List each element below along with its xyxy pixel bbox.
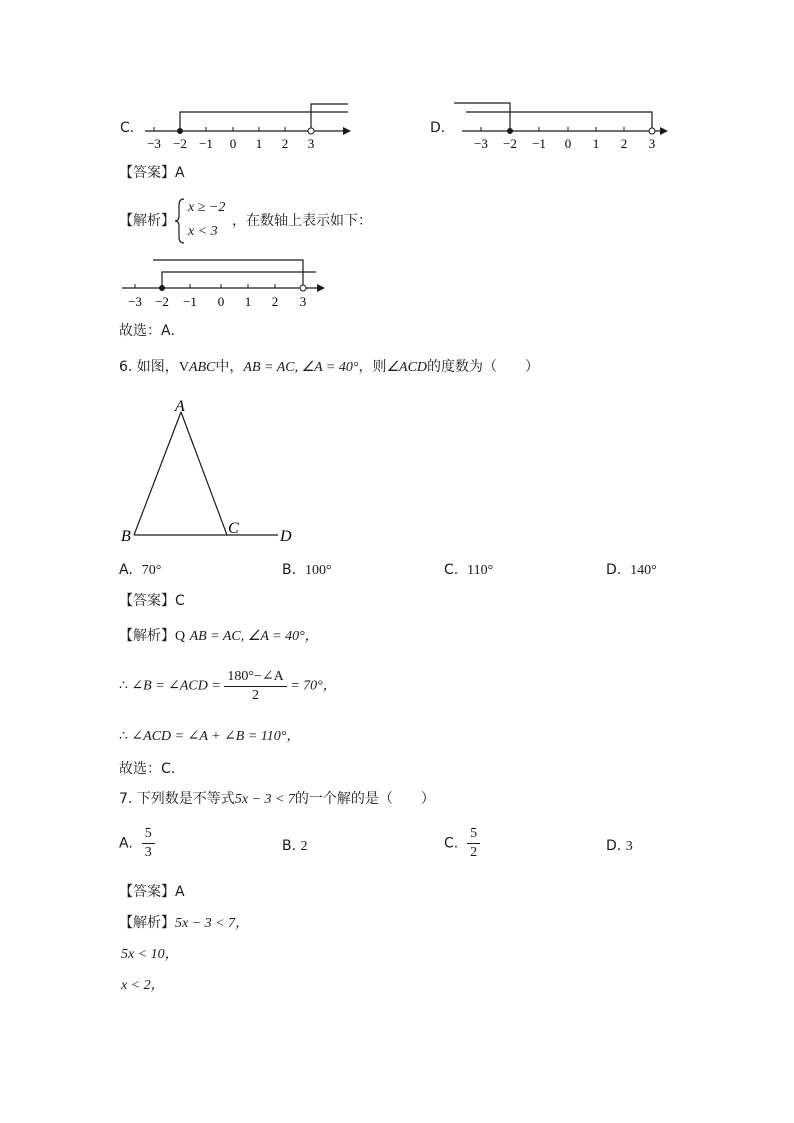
- axis-tick-label: −3: [474, 136, 488, 151]
- q6-triangle-figure: [118, 395, 303, 550]
- fraction: [142, 825, 155, 862]
- option-label: A.: [119, 562, 133, 578]
- q5-option-c-number-line: [140, 98, 355, 156]
- q6-option-c: [444, 561, 493, 580]
- q7-stem-suffix: 的一个解的是（ ）: [294, 791, 435, 807]
- triangle-symbol: V: [178, 360, 189, 375]
- system-line-1: x ≥ −2: [188, 200, 226, 215]
- q7-stem-prefix: 7. 下列数是不等式: [119, 791, 235, 807]
- system-line-2: x < 3: [188, 224, 218, 239]
- analysis-expression-right: = 70°，: [290, 678, 337, 694]
- vertex-label-d: D: [280, 528, 292, 545]
- fraction-numerator: 5: [142, 825, 155, 844]
- axis-tick-label: 1: [255, 136, 263, 151]
- q5-option-d-label: D.: [430, 120, 446, 136]
- analysis-tag: 【解析】: [119, 628, 175, 644]
- axis-tick-label: 3: [307, 136, 315, 151]
- q6-option-d: [606, 561, 657, 580]
- q7-option-b: [282, 837, 308, 856]
- option-value: 70°: [141, 563, 162, 578]
- axis-tick-label: −3: [147, 136, 161, 151]
- q7-analysis-line-1: [119, 914, 249, 933]
- q7-analysis-line-3: x < 2，: [121, 978, 165, 993]
- option-label: D.: [606, 562, 622, 578]
- q6-analysis-line-3: [119, 728, 300, 746]
- q6-option-a: [119, 561, 161, 580]
- axis-tick-label: 1: [244, 294, 252, 309]
- analysis-expression: AB = AC, ∠A = 40°，: [189, 629, 319, 644]
- q6-stem-suffix: 的度数为（ ）: [427, 359, 540, 375]
- q6-analysis-line-1: [119, 627, 319, 646]
- analysis-expression-left: ∠B = ∠ACD =: [131, 678, 221, 694]
- fraction: [467, 825, 480, 862]
- option-value: 2: [300, 839, 308, 854]
- q6-conclusion: 故选：C．: [119, 761, 185, 777]
- q6-stem-angle: ∠ACD: [386, 360, 428, 375]
- answer-tag: 【答案】: [119, 165, 175, 181]
- analysis-tag: 【解析】: [119, 915, 175, 931]
- q6-stem: [119, 358, 539, 377]
- answer-value: A: [175, 884, 185, 900]
- fraction-numerator: 180°−∠A: [224, 668, 286, 687]
- q6-stem-prefix: 6. 如图，: [119, 359, 179, 375]
- q7-option-a: [119, 825, 155, 862]
- option-label: B.: [282, 838, 297, 854]
- q6-analysis-line-2: [119, 668, 337, 705]
- axis-tick-label: −2: [503, 136, 517, 151]
- q5-analysis-tag: 【解析】: [119, 213, 175, 229]
- q6-option-b: [282, 561, 332, 580]
- option-label: D.: [606, 838, 622, 854]
- axis-tick-label: 3: [299, 294, 307, 309]
- fraction-denominator: 2: [470, 845, 478, 860]
- axis-tick-label: −3: [128, 294, 142, 309]
- vertex-label-c: C: [228, 520, 239, 537]
- axis-tick-label: −1: [183, 294, 197, 309]
- answer-tag: 【答案】: [119, 593, 175, 609]
- vertex-label-b: B: [121, 528, 131, 545]
- option-value: 140°: [630, 563, 657, 578]
- option-value: 3: [625, 839, 633, 854]
- analysis-expression: ∠ACD = ∠A + ∠B = 110°，: [131, 729, 301, 744]
- axis-tick-label: 1: [592, 136, 600, 151]
- option-label: A.: [119, 835, 133, 852]
- q7-answer: [119, 883, 185, 901]
- answer-tag: 【答案】: [119, 884, 175, 900]
- option-label: B.: [282, 562, 297, 578]
- analysis-expression: 5x − 3 < 7，: [175, 916, 250, 931]
- option-label: C.: [444, 835, 459, 852]
- q7-option-d: [606, 837, 633, 856]
- system-brace: [174, 197, 186, 245]
- axis-tick-label: 3: [648, 136, 656, 151]
- q5-option-c-label: C.: [120, 120, 135, 136]
- q5-answer: [119, 164, 185, 182]
- axis-tick-label: 0: [217, 294, 225, 309]
- axis-tick-label: −1: [532, 136, 546, 151]
- axis-tick-label: 2: [620, 136, 628, 151]
- axis-tick-label: −2: [155, 294, 169, 309]
- q5-solution-number-line: [118, 252, 333, 312]
- axis-tick-label: 0: [229, 136, 237, 151]
- q7-stem-expression: 5x − 3 < 7: [234, 792, 295, 807]
- fraction: [224, 668, 286, 705]
- q5-option-d-number-line: [452, 98, 677, 156]
- answer-value: C: [175, 593, 185, 609]
- q6-stem-mid: 中，: [215, 359, 244, 375]
- q7-stem: [119, 790, 435, 809]
- q6-stem-expression: AB = AC, ∠A = 40°: [243, 360, 359, 375]
- q7-analysis-line-2: 5x < 10，: [121, 947, 179, 962]
- answer-value: A: [175, 165, 185, 181]
- q6-triangle-name: ABC: [188, 360, 216, 375]
- q6-stem-mid2: ，则: [358, 359, 387, 375]
- because-symbol: Q: [175, 629, 186, 644]
- fraction-denominator: 3: [144, 845, 152, 860]
- q5-analysis-tail: ，在数轴上表示如下：: [232, 213, 372, 229]
- q5-conclusion: 故选：A．: [119, 323, 185, 339]
- option-label: C.: [444, 562, 459, 578]
- q7-option-c: [444, 825, 480, 862]
- option-value: 100°: [304, 563, 332, 578]
- fraction-denominator: 2: [252, 688, 260, 703]
- axis-tick-label: −1: [199, 136, 213, 151]
- axis-tick-label: 2: [271, 294, 279, 309]
- vertex-label-a: A: [175, 398, 185, 415]
- axis-tick-label: −2: [173, 136, 187, 151]
- option-value: 110°: [467, 563, 494, 578]
- fraction-numerator: 5: [467, 825, 480, 844]
- therefore-symbol: ∴: [119, 678, 128, 694]
- axis-tick-label: 0: [564, 136, 572, 151]
- q6-answer: [119, 592, 185, 610]
- therefore-symbol: ∴: [119, 729, 128, 744]
- axis-tick-label: 2: [281, 136, 289, 151]
